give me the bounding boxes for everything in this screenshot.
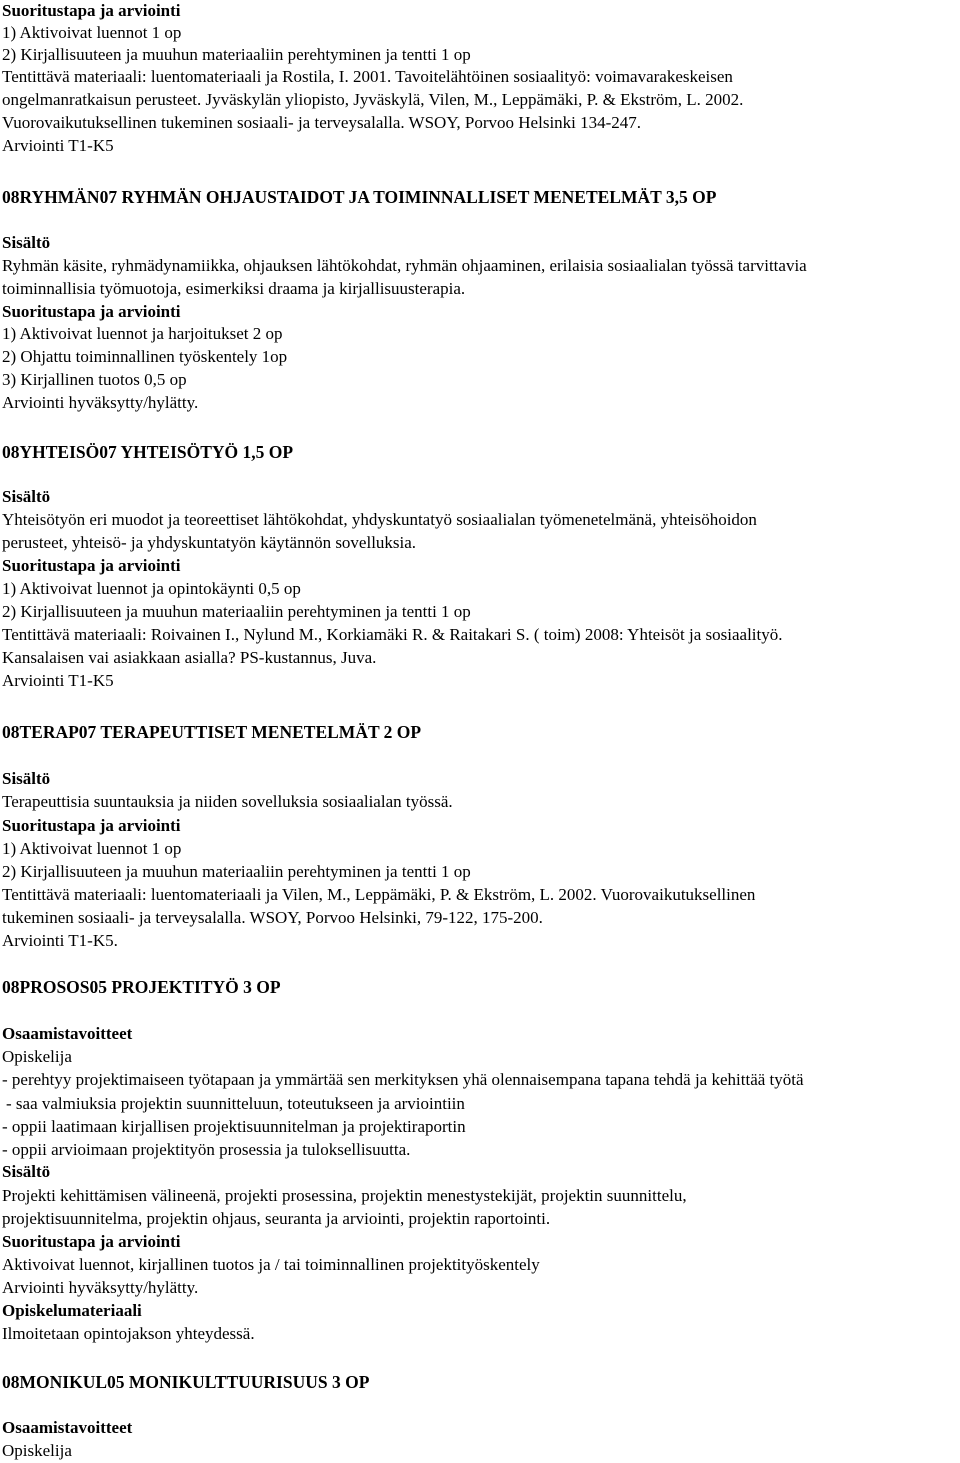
content-heading: Sisältö	[2, 487, 51, 506]
course-title: 08MONIKUL05 MONIKULTTUURISUUS 3 OP	[2, 1372, 370, 1392]
course-title: 08RYHMÄN07 RYHMÄN OHJAUSTAIDOT JA TOIMINNALLISET MENETELMÄT 3,5 OP	[2, 187, 717, 207]
content-heading: Sisältö	[2, 769, 51, 788]
materials-heading: Opiskelumateriaali	[2, 1301, 142, 1320]
outcome-item: - oppii arvioimaan projektityön prosessia ja tuloksellisuutta.	[2, 1140, 411, 1159]
content-line: Yhteisötyön eri muodot ja teoreettiset lähtökohdat, yhdyskuntatyö sosiaalialan työmenetelmänä, yhteisöhoidon	[2, 510, 757, 529]
grading-line: Arviointi T1-K5.	[2, 931, 118, 950]
grading-line: Arviointi T1-K5	[2, 671, 114, 690]
assessment-heading: Suoritustapa ja arviointi	[2, 302, 181, 321]
assessment-item: 2) Kirjallisuuteen ja muuhun materiaaliin perehtyminen ja tentti 1 op	[2, 862, 471, 881]
assessment-item: 2) Kirjallisuuteen ja muuhun materiaaliin perehtyminen ja tentti 1 op	[2, 602, 471, 621]
content-line: projektisuunnitelma, projektin ohjaus, seuranta ja arviointi, projektin raportointi.	[2, 1209, 551, 1228]
material-line: Tentittävä materiaali: luentomateriaali ja Vilen, M., Leppämäki, P. & Ekström, L. 2002. Vuorovaikutuksellinen	[2, 885, 756, 904]
content-line: Projekti kehittämisen välineenä, projekti prosessina, projektin menestystekijät, projektin suunnittelu,	[2, 1186, 687, 1205]
content-heading: Sisältö	[2, 233, 51, 252]
material-line: Vuorovaikutuksellinen tukeminen sosiaali- ja terveysalalla. WSOY, Porvoo Helsinki 134-247.	[2, 113, 642, 132]
material-line: Tentittävä materiaali: Roivainen I., Nylund M., Korkiamäki R. & Raitakari S. ( toim) 2008: Yhteisöt ja sosiaalityö.	[2, 625, 783, 644]
outcomes-heading: Osaamistavoitteet	[2, 1024, 133, 1043]
grading-line: Arviointi hyväksytty/hylätty.	[2, 393, 199, 412]
assessment-heading: Suoritustapa ja arviointi	[2, 1, 181, 20]
content-line: perusteet, yhteisö- ja yhdyskuntatyön käytännön sovelluksia.	[2, 533, 417, 552]
material-line: ongelmanratkaisun perusteet. Jyväskylän yliopisto, Jyväskylä, Vilen, M., Leppämäki, P. & Ekström, L. 2002.	[2, 90, 744, 109]
grading-line: Arviointi hyväksytty/hylätty.	[2, 1278, 199, 1297]
course-title: 08TERAP07 TERAPEUTTISET MENETELMÄT 2 OP	[2, 722, 422, 742]
assessment-heading: Suoritustapa ja arviointi	[2, 1232, 181, 1251]
outcome-item: - saa valmiuksia projektin suunnitteluun, toteutukseen ja arviointiin	[6, 1094, 465, 1113]
assessment-item: 1) Aktivoivat luennot 1 op	[2, 23, 182, 42]
materials-line: Ilmoitetaan opintojakson yhteydessä.	[2, 1324, 255, 1343]
assessment-item: 1) Aktivoivat luennot ja opintokäynti 0,5 op	[2, 579, 301, 598]
learner-label: Opiskelija	[2, 1441, 72, 1460]
outcome-item: - oppii laatimaan kirjallisen projektisuunnitelman ja projektiraportin	[2, 1117, 466, 1136]
learner-label: Opiskelija	[2, 1047, 72, 1066]
content-line: toiminnallisia työmuotoja, esimerkiksi draama ja kirjallisuusterapia.	[2, 279, 466, 298]
assessment-line: Aktivoivat luennot, kirjallinen tuotos ja / tai toiminnallinen projektityöskentely	[2, 1255, 540, 1274]
material-line: Tentittävä materiaali: luentomateriaali ja Rostila, I. 2001. Tavoitelähtöinen sosiaalityö: voimavarakeskeisen	[2, 67, 733, 86]
content-heading: Sisältö	[2, 1162, 51, 1181]
assessment-item: 3) Kirjallinen tuotos 0,5 op	[2, 370, 187, 389]
content-line: Ryhmän käsite, ryhmädynamiikka, ohjauksen lähtökohdat, ryhmän ohjaaminen, erilaisia sosiaalialan työssä tarvittavia	[2, 256, 807, 275]
assessment-item: 1) Aktivoivat luennot 1 op	[2, 839, 182, 858]
assessment-heading: Suoritustapa ja arviointi	[2, 556, 181, 575]
assessment-heading: Suoritustapa ja arviointi	[2, 816, 181, 835]
outcomes-heading: Osaamistavoitteet	[2, 1418, 133, 1437]
assessment-item: 2) Kirjallisuuteen ja muuhun materiaaliin perehtyminen ja tentti 1 op	[2, 45, 471, 64]
outcome-item: - perehtyy projektimaiseen työtapaan ja ymmärtää sen merkityksen yhä olennaisempana tapana tehdä ja kehittää työtä	[2, 1070, 804, 1089]
assessment-item: 1) Aktivoivat luennot ja harjoitukset 2 op	[2, 324, 283, 343]
material-line: tukeminen sosiaali- ja terveysalalla. WSOY, Porvoo Helsinki, 79-122, 175-200.	[2, 908, 543, 927]
course-title: 08PROSOS05 PROJEKTITYÖ 3 OP	[2, 977, 281, 997]
grading-line: Arviointi T1-K5	[2, 136, 114, 155]
assessment-item: 2) Ohjattu toiminnallinen työskentely 1op	[2, 347, 288, 366]
course-title: 08YHTEISÖ07 YHTEISÖTYÖ 1,5 OP	[2, 442, 294, 462]
material-line: Kansalaisen vai asiakkaan asialla? PS-kustannus, Juva.	[2, 648, 377, 667]
content-line: Terapeuttisia suuntauksia ja niiden sovelluksia sosiaalialan työssä.	[2, 792, 453, 811]
